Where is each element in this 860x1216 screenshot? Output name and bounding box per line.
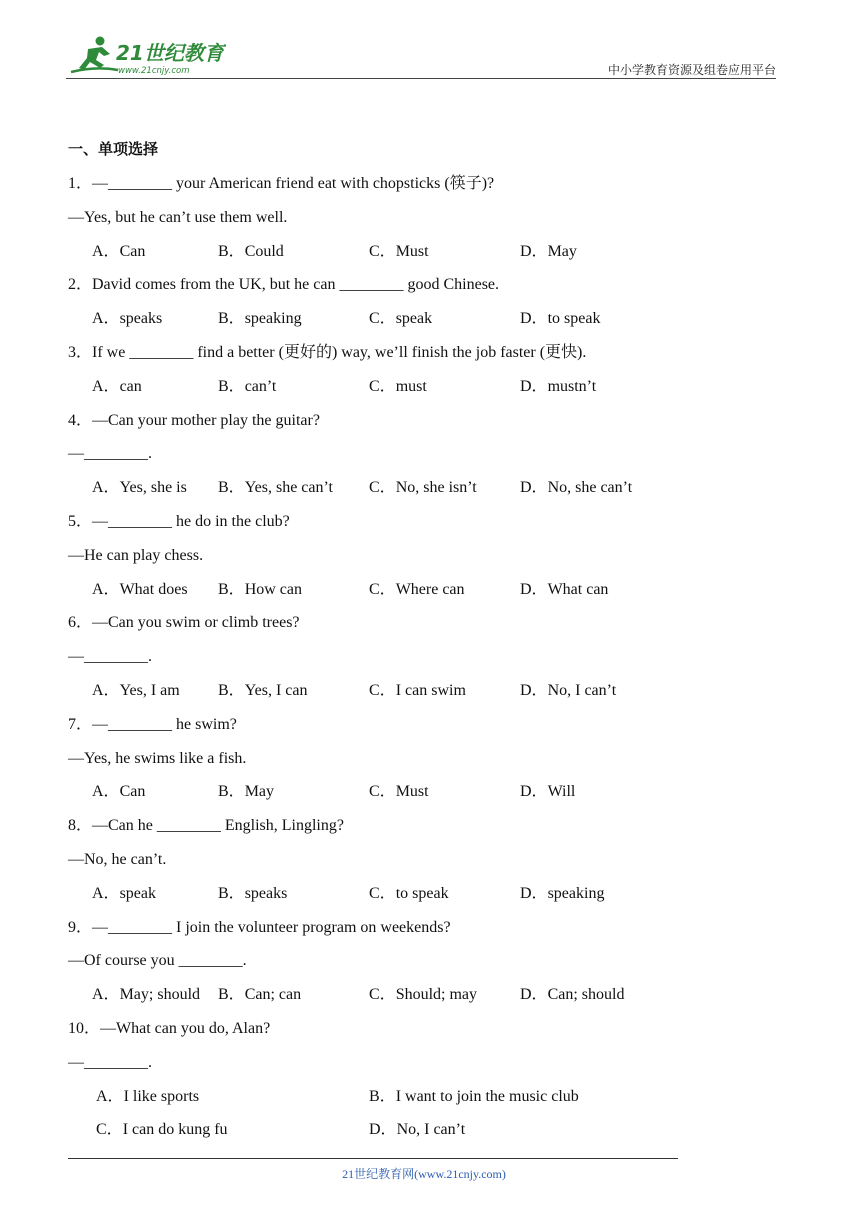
option-text: to speak	[395, 884, 449, 902]
section-title: 一、单项选择	[68, 140, 159, 158]
option-letter: B．	[218, 986, 245, 1004]
option-letter: D．	[520, 377, 548, 395]
options-row	[68, 674, 748, 708]
option-d[interactable]	[520, 674, 616, 708]
option-d[interactable]	[520, 370, 596, 404]
option-a[interactable]	[92, 978, 200, 1012]
site-logo	[66, 32, 226, 80]
option-letter: B．	[218, 783, 245, 801]
option-d[interactable]	[369, 1113, 465, 1147]
option-c[interactable]	[369, 877, 449, 911]
option-text: Can; can	[244, 986, 302, 1004]
option-text: I can swim	[395, 681, 466, 699]
option-text: can	[119, 377, 142, 395]
option-text: May	[547, 242, 577, 260]
option-d[interactable]	[520, 471, 632, 505]
question-response: —________.	[68, 648, 152, 666]
option-text: to speak	[547, 310, 601, 328]
question-item	[68, 1012, 748, 1147]
option-letter: B．	[218, 884, 245, 902]
option-a[interactable]	[92, 775, 145, 809]
option-b[interactable]	[218, 302, 302, 336]
option-letter: A．	[92, 580, 120, 598]
options-row	[68, 877, 748, 911]
question-stem: 7．—________ he swim?	[68, 715, 237, 733]
question-item	[68, 606, 748, 707]
question-item	[68, 268, 748, 336]
option-c[interactable]	[369, 471, 477, 505]
option-text: Could	[244, 242, 284, 260]
option-d[interactable]	[520, 302, 600, 336]
option-b[interactable]	[218, 877, 287, 911]
options-row	[68, 302, 748, 336]
option-d[interactable]	[520, 978, 624, 1012]
question-item	[68, 167, 748, 268]
question-item	[68, 911, 748, 1012]
question-stem: 8．—Can he ________ English, Lingling?	[68, 817, 344, 835]
option-text: Can	[119, 783, 146, 801]
option-letter: D．	[520, 242, 548, 260]
option-letter: C．	[369, 479, 396, 497]
question-response: —Yes, he swims like a fish.	[68, 749, 247, 767]
option-text: Yes, she is	[119, 479, 187, 497]
option-b[interactable]	[218, 775, 274, 809]
option-letter: A．	[92, 310, 120, 328]
question-stem: 10．—What can you do, Alan?	[68, 1019, 271, 1037]
option-a[interactable]	[92, 471, 187, 505]
option-letter: D．	[520, 580, 548, 598]
option-c[interactable]	[369, 573, 465, 607]
option-a[interactable]	[92, 877, 156, 911]
footer-text: 21世纪教育网(www.21cnjy.com)	[342, 1167, 506, 1181]
options-row	[68, 978, 748, 1012]
question-response: —No, he can’t.	[68, 850, 167, 868]
question-stem: 2．David comes from the UK, but he can ________ good Chinese.	[68, 276, 500, 294]
question-stem: 4．—Can your mother play the guitar?	[68, 411, 320, 429]
option-text: speaks	[244, 884, 288, 902]
option-letter: B．	[218, 310, 245, 328]
option-b[interactable]	[369, 1080, 579, 1114]
option-letter: C．	[369, 242, 396, 260]
question-item	[68, 404, 748, 505]
option-d[interactable]	[520, 235, 577, 269]
option-text: Yes, I can	[244, 681, 308, 699]
question-stem: 3．If we ________ find a better (更好的) way, we’ll finish the job faster (更快).	[68, 343, 587, 361]
option-b[interactable]	[218, 674, 308, 708]
option-c[interactable]	[369, 235, 429, 269]
option-text: Yes, she can’t	[244, 479, 333, 497]
question-response: —Yes, but he can’t use them well.	[68, 208, 288, 226]
option-letter: D．	[520, 884, 548, 902]
question-response: —He can play chess.	[68, 546, 204, 564]
option-text: speak	[119, 884, 156, 902]
option-text: May	[244, 783, 275, 801]
option-letter: A．	[92, 681, 120, 699]
header-divider	[66, 78, 776, 79]
option-letter: D．	[520, 986, 548, 1004]
option-text: What does	[119, 580, 188, 598]
option-b[interactable]	[218, 370, 276, 404]
option-d[interactable]	[520, 877, 604, 911]
question-response: —________.	[68, 1053, 152, 1071]
option-b[interactable]	[218, 573, 302, 607]
header-platform-text: 中小学教育资源及组卷应用平台	[607, 63, 776, 77]
option-letter: C．	[369, 783, 396, 801]
option-text: Must	[395, 242, 429, 260]
option-text: I can do kung fu	[122, 1121, 228, 1139]
option-text: May; should	[119, 986, 201, 1004]
option-text: Can; should	[547, 986, 625, 1004]
option-a[interactable]	[92, 235, 145, 269]
option-letter: C．	[369, 986, 396, 1004]
option-letter: D．	[520, 681, 548, 699]
option-letter: A．	[92, 479, 120, 497]
option-text: must	[395, 377, 427, 395]
option-text: speak	[395, 310, 433, 328]
option-c[interactable]	[369, 775, 429, 809]
options-row	[68, 775, 748, 809]
option-letter: B．	[218, 479, 245, 497]
option-letter: B．	[218, 681, 245, 699]
runner-icon	[71, 37, 118, 73]
option-letter: A．	[92, 377, 120, 395]
question-stem: 9．—________ I join the volunteer program on weekends?	[68, 918, 451, 936]
footer-divider	[68, 1158, 678, 1159]
option-text: mustn’t	[547, 377, 597, 395]
option-a[interactable]	[92, 573, 188, 607]
option-text: Can	[119, 242, 146, 260]
question-response: —Of course you ________.	[68, 952, 247, 970]
option-a[interactable]	[92, 370, 142, 404]
question-item	[68, 505, 748, 606]
option-letter: B．	[369, 1087, 396, 1105]
option-text: No, she isn’t	[395, 479, 477, 497]
option-a[interactable]	[96, 1080, 199, 1114]
logo-url: www.21cnjy.com	[118, 66, 190, 76]
option-text: speaking	[547, 884, 605, 902]
option-letter: C．	[369, 310, 396, 328]
option-text: Should; may	[395, 986, 478, 1004]
question-response: —________.	[68, 445, 152, 463]
option-letter: A．	[96, 1087, 124, 1105]
logo-text: 21世纪教育	[116, 41, 224, 65]
option-c[interactable]	[369, 674, 466, 708]
options-row	[68, 1080, 748, 1114]
option-letter: C．	[369, 580, 396, 598]
option-text: What can	[547, 580, 609, 598]
option-a[interactable]	[92, 302, 162, 336]
option-text: Must	[395, 783, 429, 801]
options-row	[68, 471, 748, 505]
option-c[interactable]	[369, 978, 477, 1012]
options-row	[68, 1113, 748, 1147]
question-stem: 1．—________ your American friend eat with chopsticks (筷子)?	[68, 175, 495, 192]
option-text: Yes, I am	[119, 681, 180, 699]
question-item	[68, 336, 748, 404]
question-list	[68, 167, 748, 1147]
option-letter: C．	[369, 681, 396, 699]
option-text: I want to join the music club	[395, 1087, 579, 1105]
option-text: Will	[547, 783, 576, 801]
question-item	[68, 809, 748, 910]
question-item	[68, 708, 748, 809]
option-letter: D．	[369, 1121, 397, 1139]
option-text: speaks	[119, 310, 163, 328]
option-a[interactable]	[92, 674, 180, 708]
question-stem: 5．—________ he do in the club?	[68, 512, 290, 530]
option-text: No, I can’t	[396, 1121, 466, 1139]
option-c[interactable]	[369, 302, 432, 336]
option-letter: A．	[92, 242, 120, 260]
option-letter: C．	[96, 1121, 123, 1139]
option-letter: D．	[520, 310, 548, 328]
option-letter: A．	[92, 884, 120, 902]
option-letter: B．	[218, 377, 245, 395]
option-letter: C．	[369, 884, 396, 902]
options-row	[68, 370, 748, 404]
question-stem: 6．—Can you swim or climb trees?	[68, 614, 300, 632]
option-letter: D．	[520, 479, 548, 497]
option-letter: A．	[92, 986, 120, 1004]
option-b[interactable]	[218, 978, 301, 1012]
option-c[interactable]	[96, 1113, 228, 1147]
option-text: How can	[244, 580, 302, 598]
option-d[interactable]	[520, 775, 575, 809]
option-letter: B．	[218, 580, 245, 598]
option-text: speaking	[244, 310, 302, 328]
option-b[interactable]	[218, 471, 333, 505]
option-text: I like sports	[123, 1087, 200, 1105]
option-text: No, she can’t	[547, 479, 633, 497]
option-letter: D．	[520, 783, 548, 801]
option-text: Where can	[395, 580, 465, 598]
option-c[interactable]	[369, 370, 427, 404]
option-text: can’t	[244, 377, 277, 395]
options-row	[68, 235, 748, 269]
option-b[interactable]	[218, 235, 284, 269]
options-row	[68, 573, 748, 607]
option-text: No, I can’t	[547, 681, 617, 699]
option-letter: A．	[92, 783, 120, 801]
option-d[interactable]	[520, 573, 608, 607]
option-letter: C．	[369, 377, 396, 395]
option-letter: B．	[218, 242, 245, 260]
